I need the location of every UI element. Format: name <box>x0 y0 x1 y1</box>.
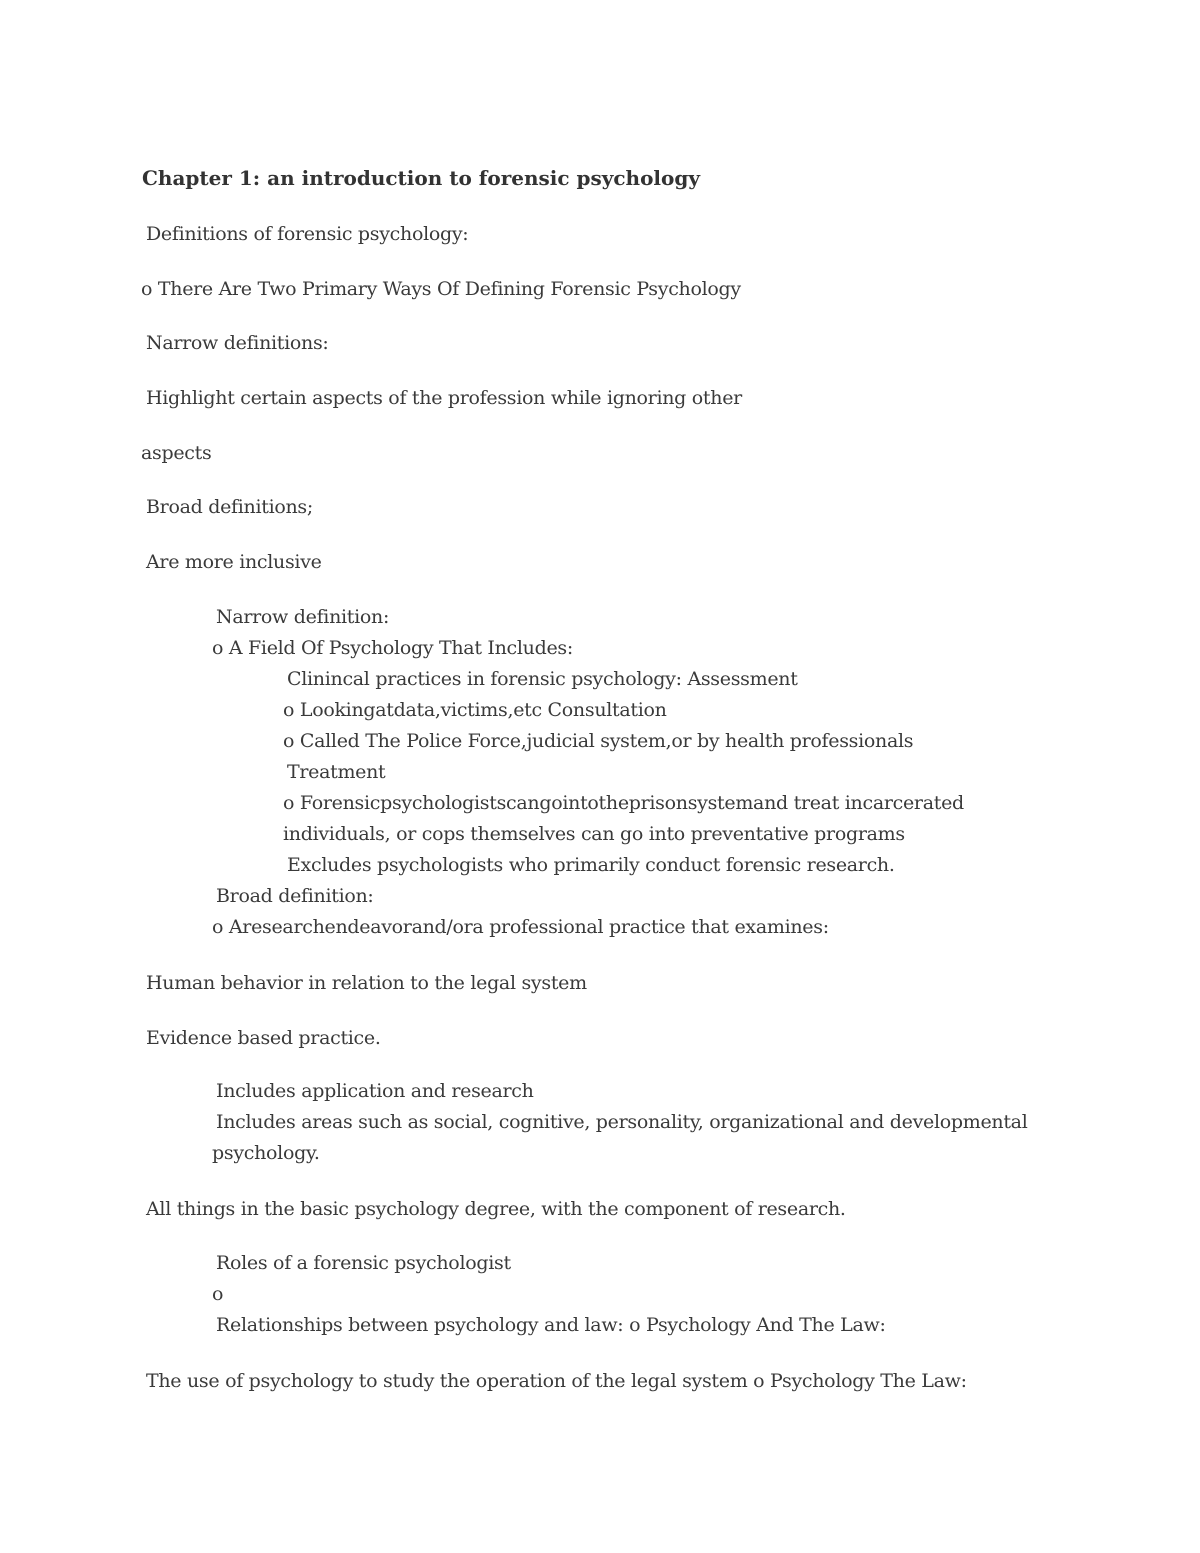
text-line: Narrow definition: <box>216 606 390 628</box>
text-line: o Called The Police Force,judicial system,or by health professionals <box>283 730 914 752</box>
text-line: o Lookingatdata,victims,etc Consultation <box>283 699 667 721</box>
text-line: Definitions of forensic psychology: <box>146 223 469 245</box>
text-line: psychology. <box>212 1142 320 1164</box>
text-line: Roles of a forensic psychologist <box>216 1252 511 1274</box>
text-line: o Forensicpsychologistscangointotheprisonsystemand treat incarcerated <box>283 792 964 814</box>
text-line: aspects <box>141 442 212 464</box>
text-line: o Aresearchendeavorand/ora professional practice that examines: <box>212 916 829 938</box>
text-line: Clinincal practices in forensic psychology: Assessment <box>287 668 798 690</box>
text-line: All things in the basic psychology degree, with the component of research. <box>146 1198 846 1220</box>
text-line: o There Are Two Primary Ways Of Defining Forensic Psychology <box>141 278 741 300</box>
text-line: Relationships between psychology and law: o Psychology And The Law: <box>216 1314 886 1336</box>
text-line: o A Field Of Psychology That Includes: <box>212 637 573 659</box>
text-line: Human behavior in relation to the legal system <box>146 972 587 994</box>
text-line: Excludes psychologists who primarily conduct forensic research. <box>287 854 895 876</box>
chapter-title: Chapter 1: an introduction to forensic psychology <box>142 166 700 190</box>
text-line: o <box>212 1283 224 1305</box>
text-line: Broad definitions; <box>146 496 313 518</box>
text-line: Narrow definitions: <box>146 332 329 354</box>
text-line: The use of psychology to study the operation of the legal system o Psychology The Law: <box>146 1370 967 1392</box>
text-line: Are more inclusive <box>146 551 322 573</box>
text-line: individuals, or cops themselves can go into preventative programs <box>283 823 905 845</box>
text-line: Includes areas such as social, cognitive, personality, organizational and developmental <box>216 1111 1028 1133</box>
text-line: Highlight certain aspects of the profession while ignoring other <box>146 387 742 409</box>
text-line: Evidence based practice. <box>146 1027 381 1049</box>
text-line: Broad definition: <box>216 885 374 907</box>
text-line: Treatment <box>287 761 386 783</box>
text-line: Includes application and research <box>216 1080 534 1102</box>
